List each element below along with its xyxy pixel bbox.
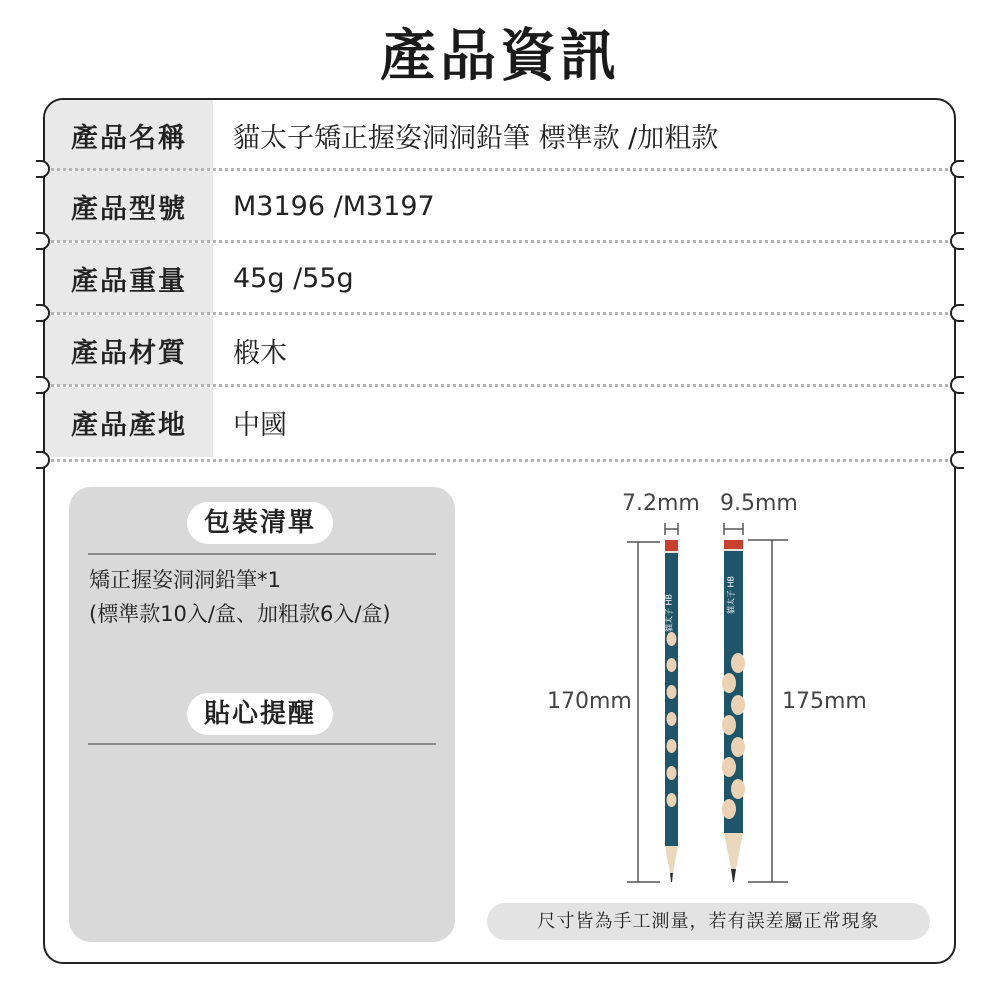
package-list-line: 矯正握姿洞洞鉛筆*1	[89, 568, 281, 592]
width-bracket-standard	[665, 523, 678, 535]
length-label-thick: 175mm	[782, 689, 867, 714]
row-divider	[45, 312, 954, 315]
row-divider	[45, 240, 954, 243]
thick-pencil-icon	[722, 540, 745, 882]
length-bracket-thick	[748, 540, 788, 882]
page-title: 產品資訊	[380, 24, 620, 89]
spec-row-name	[45, 100, 954, 170]
measurement-note: 尺寸皆為手工測量，若有誤差屬正常現象	[487, 903, 930, 940]
panel-divider	[88, 553, 436, 555]
spec-label: 產品重量	[45, 243, 213, 313]
row-divider	[45, 384, 954, 387]
package-list-title: 包裝清單	[187, 502, 333, 544]
panel-divider	[88, 743, 436, 745]
spec-label: 產品名稱	[45, 100, 213, 170]
pencil-print-standard: 貓太子 HB	[664, 593, 674, 633]
spec-value: 椴木	[233, 337, 287, 369]
spec-label: 產品型號	[45, 171, 213, 241]
spec-label: 產品材質	[45, 315, 213, 385]
row-divider	[45, 168, 954, 171]
ticket-notch	[950, 160, 964, 178]
ticket-notch	[950, 376, 964, 394]
standard-pencil-icon	[664, 540, 679, 882]
width-label-standard: 7.2mm	[622, 491, 700, 516]
package-list-line: (標準款10入/盒、加粗款6入/盒)	[89, 602, 391, 626]
spec-value: 中國	[233, 409, 287, 441]
spec-value: 貓太子矯正握姿洞洞鉛筆 標準款 /加粗款	[233, 122, 719, 154]
width-bracket-thick	[724, 523, 743, 535]
pencil-print-thick: 貓太子 HB	[726, 575, 736, 615]
spec-row-model	[45, 171, 954, 241]
ticket-notch	[950, 304, 964, 322]
spec-label: 產品產地	[45, 387, 213, 457]
spec-value: M3196 /M3197	[233, 190, 435, 222]
row-divider	[45, 459, 954, 462]
spec-row-weight	[45, 243, 954, 313]
ticket-notch	[950, 451, 964, 469]
spec-row-material	[45, 315, 954, 385]
length-bracket-standard	[627, 542, 660, 882]
spec-value: 45g /55g	[233, 262, 354, 294]
tips-title: 貼心提醒	[187, 693, 333, 735]
length-label-standard: 170mm	[547, 689, 632, 714]
width-label-thick: 9.5mm	[720, 491, 798, 516]
pencil-dimension-diagram	[600, 515, 810, 890]
spec-row-origin	[45, 387, 954, 457]
ticket-notch	[950, 232, 964, 250]
